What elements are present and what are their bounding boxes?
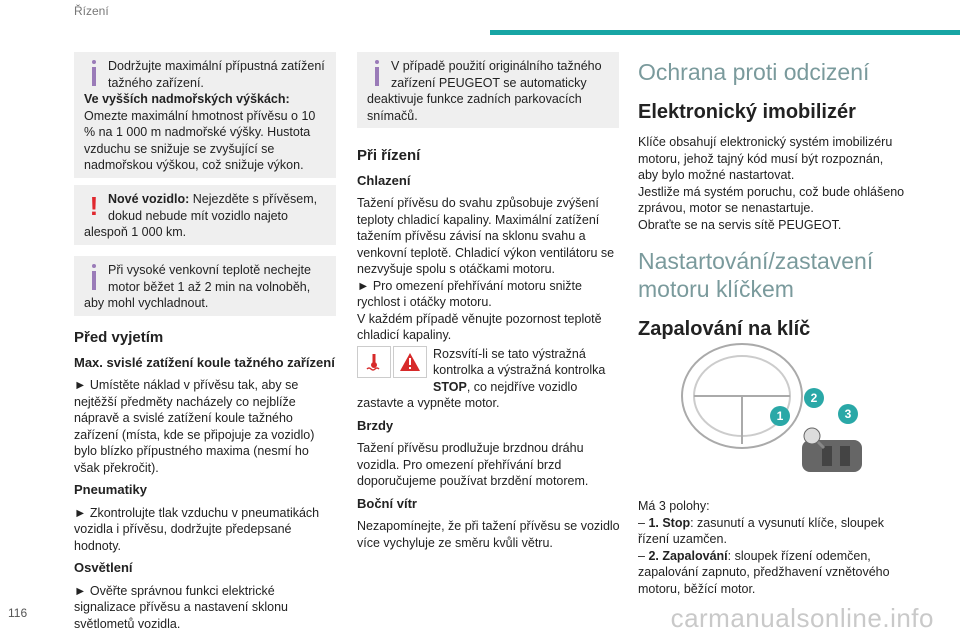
section-title: Řízení: [74, 4, 109, 18]
position-1-text: : zasunutí a vysunutí klíče, sloupek řízení uzamčen.: [638, 515, 884, 546]
warning-note-new-vehicle: [74, 185, 336, 245]
paragraph-immobiliser: Klíče obsahují elektronický systém imobilizéru motoru, jehož tajný kód musí být rozpoznán, aby bylo možné nastartovat.: [638, 135, 893, 182]
column-3-text: [638, 58, 906, 341]
paragraph-crosswind: Nezapomínejte, že při tažení přívěsu se vozidlo více vychyluje ze směru kvůli větru.: [357, 519, 620, 550]
ignition-switch-illustration: [672, 336, 892, 484]
warning-icon: !: [89, 191, 99, 221]
info-icon: [88, 264, 100, 290]
warning-triangle-icon: [393, 346, 427, 378]
heading-immobiliser: Elektronický imobilizér: [638, 101, 856, 123]
heading-brakes: Brzdy: [357, 417, 394, 433]
position-1-label: 1. Stop: [648, 515, 691, 530]
info-icon: [371, 60, 383, 86]
info-note-parking-sensors: [357, 52, 619, 128]
figure-label-3: 3: [844, 407, 852, 421]
paragraph-positions: Má 3 polohy:: [638, 499, 710, 513]
heading-crosswind: Boční vítr: [357, 495, 417, 511]
note-text: Omezte maximální hmotnost přívěsu o 10 % na 1 000 m nadmořské výšky. Hustota vzduchu se snižuje se zvyšující se nadmořskou výškou, což snižuje výkon.: [84, 108, 316, 172]
paragraph-immobiliser-2: Jestliže má systém poruchu, což bude ohlášeno zprávou, motor se nenastartuje.: [638, 184, 905, 215]
note-text: Dodržujte maximální přípustná zatížení tažného zařízení.: [108, 59, 325, 90]
paragraph-cooling-3: V každém případě věnujte pozornost teplotě chladicí kapaliny.: [357, 311, 602, 342]
info-note-idle: [74, 256, 336, 316]
figure-label-1: 1: [776, 409, 784, 423]
info-icon: [88, 60, 100, 86]
heading-anti-theft: Ochrana proti odcizení: [638, 59, 870, 85]
paragraph-cooling: Tažení přívěsu do svahu způsobuje zvýšení teploty chladicí kapaliny. Maximální zatížení tažením přívěsu závisí na sklonu svahu a venkovní teplotě. Chladicí výkon ventilátoru se nezvyšuje spolu s otáčkami motoru.: [357, 196, 615, 276]
note-text: Nejezděte s přívěsem, dokud nebude mít vozidlo najeto alespoň 1 000 km.: [84, 192, 318, 239]
note-bold: Ve vyšších nadmořských výškách:: [84, 92, 290, 106]
watermark: carmanualsonline.info: [670, 603, 934, 633]
paragraph-immobiliser-3: Obraťte se na servis sítě PEUGEOT.: [638, 217, 842, 232]
paragraph-brakes: Tažení přívěsu prodlužuje brzdnou dráhu vozidla. Pro omezení přehřívání brzd doporučujeme používat brzdění motorem.: [357, 441, 589, 488]
warning-lamps: [357, 346, 427, 378]
paragraph-max-load: ► Umístěte náklad v přívěsu tak, aby se nejtěžší předměty nacházely co nejblíže nápravě a svislé zatížení koule tažného zařízení (místa, kde se připojuje za vozidlo) bylo blízko přípustného maxima (nesmí ho však překročit).: [74, 378, 315, 475]
note-text: V případě použití originálního tažného zařízení PEUGEOT se automaticky deaktivuje funkce zadních parkovacích snímačů.: [367, 59, 602, 123]
column-1-text: [74, 330, 336, 638]
figure-label-2: 2: [810, 391, 818, 405]
heading-ignition-key: Zapalování na klíč: [638, 318, 811, 340]
paragraph-lamp: Rozsvítí-li se tato výstražná kontrolka a výstražná kontrolka: [433, 346, 606, 377]
heading-lighting: Osvětlení: [74, 560, 133, 575]
paragraph-lighting: ► Ověřte správnou funkci elektrické signalizace přívěsu a nastavení sklonu světlometů vozidla.: [74, 583, 289, 631]
paragraph-cooling-2: ► Pro omezení přehřívání motoru snižte rychlost i otáčky motoru.: [357, 278, 582, 309]
position-2-label: 2. Zapalování: [648, 548, 728, 563]
column-3-positions: Má 3 polohy: – 1. Stop: zasunutí a vysunutí klíče, sloupek řízení uzamčen. – 2. Zapalování: sloupek řízení odemčen, zapalování zapnuto, předžhavení vznětového motoru, běžící motor.: [638, 498, 906, 597]
heading-cooling: Chlazení: [357, 172, 411, 188]
position-2-text: : sloupek řízení odemčen, zapalování zapnuto, předžhavení vznětového motoru, běžící motor.: [638, 548, 890, 596]
info-note-trailer-weight: [74, 52, 336, 178]
paragraph-tyres: ► Zkontrolujte tlak vzduchu v pneumatikách vozidla i přívěsu, dodržujte předepsané hodnoty.: [74, 505, 320, 553]
heading-max-load: Max. svislé zatížení koule tažného zařízení: [74, 354, 335, 370]
heading-start-stop-key: Nastartování/zastavení motoru klíčkem: [638, 248, 874, 302]
page-number: 116: [8, 606, 28, 620]
header-accent-bar: [490, 30, 960, 35]
heading-tyres: Pneumatiky: [74, 482, 147, 497]
heading-while-driving: Při řízení: [357, 147, 421, 164]
paragraph-lamp-end: , co nejdříve vozidlo zastavte a vypněte motor.: [357, 379, 578, 410]
heading-before-departure: Před vyjetím: [74, 329, 164, 346]
column-2-text: [357, 148, 621, 557]
coolant-temperature-icon: [357, 346, 391, 378]
stop-label: STOP: [433, 379, 467, 394]
note-text: Při vysoké venkovní teplotě nechejte motor běžet 1 až 2 min na volnoběh, aby mohl vychladnout.: [84, 263, 311, 310]
note-bold: Nové vozidlo:: [108, 192, 190, 206]
